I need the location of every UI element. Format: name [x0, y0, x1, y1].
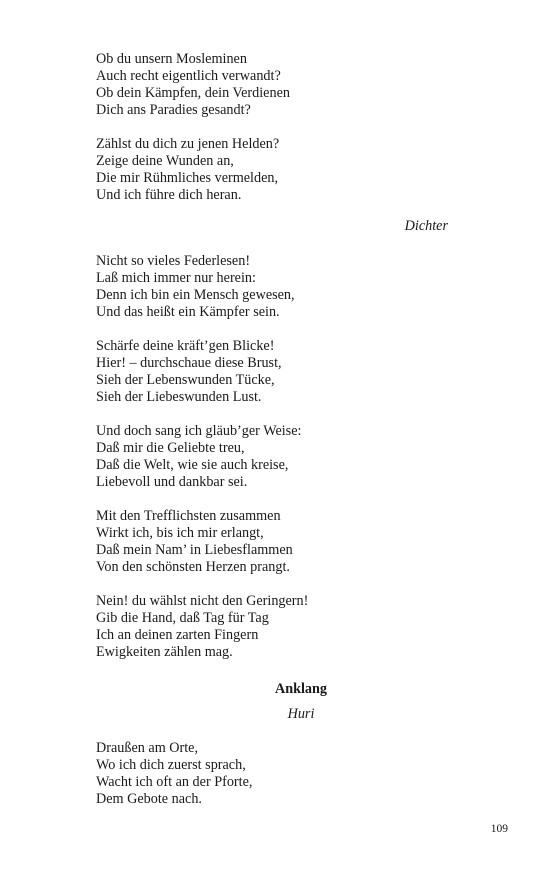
verse-line: Wo ich dich zuerst sprach,: [96, 757, 246, 773]
verse-line: Dich ans Paradies gesandt?: [96, 102, 251, 118]
verse-line: Ob du unsern Mosleminen: [96, 51, 247, 67]
verse-line: Zeige deine Wunden an,: [96, 153, 234, 169]
stanza: [96, 593, 426, 661]
stanza: [96, 423, 426, 491]
verse-line: Nein! du wählst nicht den Geringern!: [96, 593, 309, 609]
verse-line: Wacht ich oft an der Pforte,: [96, 774, 253, 790]
verse-line: Und doch sang ich gläub’ger Weise:: [96, 423, 302, 439]
section-heading-anklang: Anklang: [274, 681, 328, 697]
stanza: [96, 253, 426, 321]
verse-line: Daß die Welt, wie sie auch kreise,: [96, 457, 289, 473]
verse-line: Zählst du dich zu jenen Helden?: [96, 136, 280, 152]
verse-line: Nicht so vieles Federlesen!: [96, 253, 251, 269]
verse-line: Sieh der Liebeswunden Lust.: [96, 389, 262, 405]
verse-line: Hier! – durchschaue diese Brust,: [96, 355, 282, 371]
verse-line: Die mir Rühmliches vermelden,: [96, 170, 279, 186]
verse-line: Ewigkeiten zählen mag.: [96, 644, 233, 660]
verse-line: Liebevoll und dankbar sei.: [96, 474, 248, 490]
verse-line: Und ich führe dich heran.: [96, 187, 242, 203]
poem-block-2: [96, 253, 426, 661]
verse-line: Denn ich bin ein Mensch gewesen,: [96, 287, 295, 303]
stanza-gap: [96, 406, 426, 423]
verse-line: Von den schönsten Herzen prangt.: [96, 559, 290, 575]
verse-line: Dem Gebote nach.: [96, 791, 202, 807]
stanza: [96, 740, 426, 808]
speaker-label-dichter: Dichter: [404, 218, 448, 234]
stanza-gap: [96, 576, 426, 593]
stanza: [96, 508, 426, 576]
page-number: 109: [490, 823, 508, 835]
speaker-label-huri: Huri: [287, 706, 315, 722]
verse-line: Draußen am Orte,: [96, 740, 199, 756]
verse-line: Laß mich immer nur herein:: [96, 270, 256, 286]
poem-block-1: [96, 51, 426, 204]
verse-line: Schärfe deine kräft’gen Blicke!: [96, 338, 275, 354]
verse-line: Und das heißt ein Kämpfer sein.: [96, 304, 280, 320]
verse-line: Auch recht eigentlich verwandt?: [96, 68, 281, 84]
stanza: [96, 338, 426, 406]
verse-line: Daß mein Nam’ in Liebesflammen: [96, 542, 293, 558]
verse-line: Daß mir die Geliebte treu,: [96, 440, 245, 456]
stanza: [96, 136, 426, 204]
verse-line: Mit den Trefflichsten zusammen: [96, 508, 281, 524]
stanza: [96, 51, 426, 119]
stanza-gap: [96, 491, 426, 508]
stanza-gap: [96, 321, 426, 338]
verse-line: Gib die Hand, daß Tag für Tag: [96, 610, 269, 626]
verse-line: Ob dein Kämpfen, dein Verdienen: [96, 85, 290, 101]
verse-line: Ich an deinen zarten Fingern: [96, 627, 259, 643]
stanza-gap: [96, 119, 426, 136]
poem-block-3: [96, 740, 426, 808]
verse-line: Wirkt ich, bis ich mir erlangt,: [96, 525, 264, 541]
verse-line: Sieh der Lebenswunden Tücke,: [96, 372, 275, 388]
